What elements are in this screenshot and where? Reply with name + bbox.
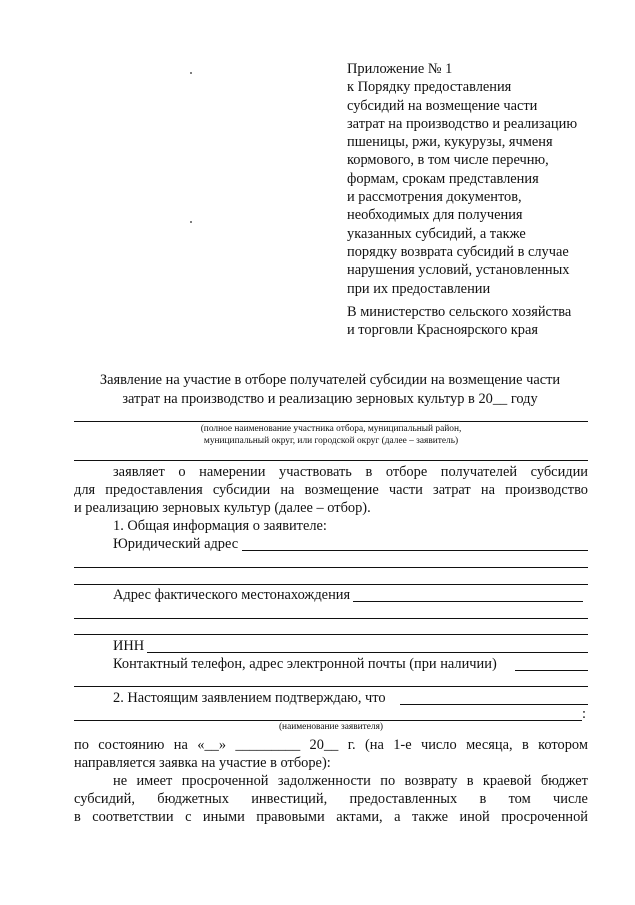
appendix-line: порядку возврата субсидий в случае xyxy=(347,243,569,260)
contact-field[interactable] xyxy=(515,670,588,671)
appendix-line: при их предоставлении xyxy=(347,280,491,297)
appendix-line: субсидий на возмещение части xyxy=(347,97,538,114)
state-date-line: по состоянию на «__» _________ 20__ г. (на 1-е число месяца, в котором xyxy=(74,737,588,753)
participant-name-line-2[interactable] xyxy=(74,460,588,461)
declares-line-2: для предоставления субсидии на возмещение части затрат на производство xyxy=(74,482,588,498)
appendix-line: формам, срокам представления xyxy=(347,170,539,187)
applicant-name-caption: (наименование заявителя) xyxy=(278,722,384,732)
debt-line-2: субсидий, бюджетных инвестиций, предоставленных в том числе xyxy=(74,791,588,807)
applicant-name-field[interactable] xyxy=(74,720,582,721)
participant-caption-1: (полное наименование участника отбора, муниципальный район, xyxy=(200,424,462,434)
title-line: Заявление на участие в отборе получателей субсидии на возмещение части xyxy=(99,372,561,388)
appendix-line: кормового, в том числе перечню, xyxy=(347,152,549,169)
state-date-line-2: направляется заявка на участие в отборе): xyxy=(74,755,331,771)
appendix-line: пшеницы, ржи, кукурузы, ячменя xyxy=(347,134,553,151)
debt-line-1: не имеет просроченной задолженности по возврату в краевой бюджет xyxy=(113,773,588,789)
appendix-line: указанных субсидий, а также xyxy=(347,225,526,242)
addressee-line: В министерство сельского хозяйства xyxy=(347,304,572,320)
legal-address-label: Юридический адрес xyxy=(113,536,239,552)
actual-address-field-3[interactable] xyxy=(74,634,588,635)
actual-address-field[interactable] xyxy=(353,601,583,602)
appendix-line: нарушения условий, установленных xyxy=(347,262,570,279)
title-line: затрат на производство и реализацию зерновых культур в 20__ году xyxy=(122,391,538,407)
participant-name-line[interactable] xyxy=(74,421,588,422)
appendix-line: к Порядку предоставления xyxy=(347,79,512,96)
scan-speck xyxy=(190,72,192,74)
section-1-heading: 1. Общая информация о заявителе: xyxy=(113,518,327,534)
contact-field-2[interactable] xyxy=(74,686,588,687)
debt-line-3: в соответствии с иными правовыми актами, а также иной просроченной xyxy=(74,809,588,825)
declares-line-1: заявляет о намерении участвовать в отборе получателей субсидии xyxy=(113,464,588,480)
legal-address-field-3[interactable] xyxy=(74,584,588,585)
addressee-line: и торговли Красноярского края xyxy=(347,322,538,339)
appendix-line: затрат на производство и реализацию xyxy=(347,115,578,132)
actual-address-label: Адрес фактического местонахождения xyxy=(113,587,351,603)
declares-line-3: и реализацию зерновых культур (далее – отбор). xyxy=(74,500,371,516)
appendix-block xyxy=(347,60,617,298)
scan-speck xyxy=(190,221,192,223)
inn-field[interactable] xyxy=(147,652,588,653)
actual-address-field-2[interactable] xyxy=(74,618,588,619)
section-2-heading: 2. Настоящим заявлением подтверждаю, что xyxy=(113,690,386,706)
appendix-line: Приложение № 1 xyxy=(347,61,453,77)
colon-mark: : xyxy=(582,706,586,722)
confirm-field[interactable] xyxy=(400,704,588,705)
appendix-line: необходимых для получения xyxy=(347,207,523,224)
legal-address-field-2[interactable] xyxy=(74,567,588,568)
document-title xyxy=(70,371,590,409)
contact-label: Контактный телефон, адрес электронной почты (при наличии) xyxy=(113,656,497,672)
participant-caption-2: муниципальный округ, или городской округ (далее – заявитель) xyxy=(203,436,459,446)
addressee-block xyxy=(347,303,617,340)
inn-label: ИНН xyxy=(113,638,145,654)
legal-address-field[interactable] xyxy=(242,550,588,551)
appendix-line: и рассмотрения документов, xyxy=(347,189,522,206)
